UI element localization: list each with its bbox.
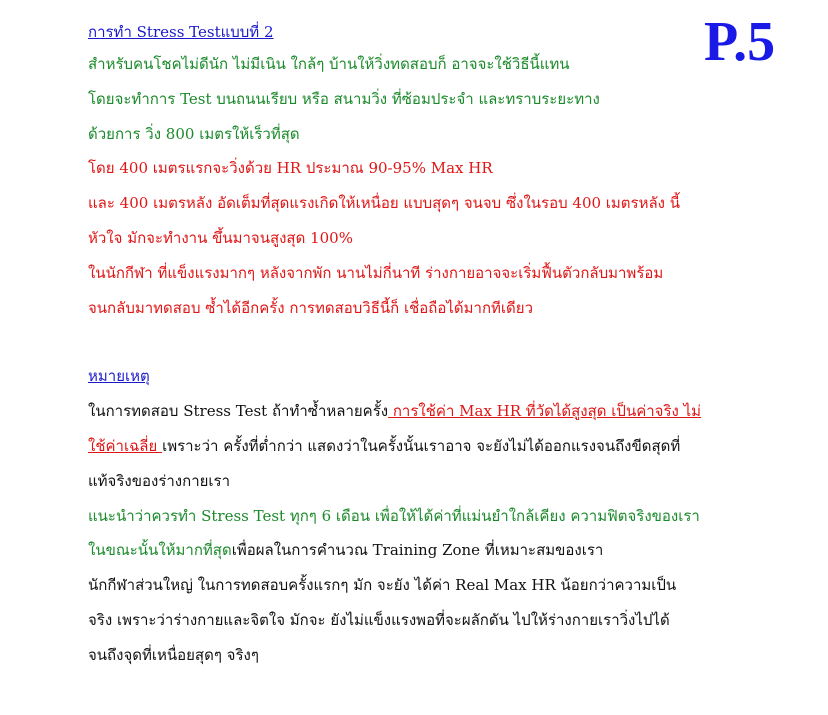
note-emphasis: การใช้ค่า Max HR ที่วัดได้สูงสุด เป็นค่าจริง ไม่ xyxy=(388,402,702,421)
note-line: แนะนำว่าควรทำ Stress Test ทุกๆ 6 เดือน เพื่อให้ได้ค่าที่แม่นยำใกล้เคียง ความฟิตจริงของเรา xyxy=(88,506,700,525)
note-line: จริง เพราะว่าร่างกายและจิตใจ มักจะ ยังไม่แข็งแรงพอที่จะผลักดัน ไปให้ร่างกายเราวิ่งไปได้ xyxy=(88,610,670,629)
section2-heading-line xyxy=(88,359,738,394)
note-text: เพราะว่า ครั้งที่ต่ำกว่า แสดงว่าในครั้งนั้นเราอาจ จะยังไม่ได้ออกแรงจนถึงขีดสุดที่ xyxy=(162,436,681,455)
note-line: แท้จริงของร่างกายเรา xyxy=(88,471,231,490)
section1-line: จนกลับมาทดสอบ ซ้ำได้อีกครั้ง การทดสอบวิธีนี้ก็ เชื่อถือได้มากทีเดียว xyxy=(88,298,534,317)
section1-line: หัวใจ มักจะทำงาน ขึ้นมาจนสูงสุด 100% xyxy=(88,228,353,247)
note-emphasis: ใช้ค่าเฉลี่ย xyxy=(88,436,163,455)
note-line: จนถึงจุดที่เหนื่อยสุดๆ จริงๆ xyxy=(88,645,259,664)
section1-line: ในนักกีฬา ที่แข็งแรงมากๆ หลังจากพัก นานไม่กี่นาที ร่างกายอาจจะเริ่มฟื้นตัวกลับมาพร้อม xyxy=(88,263,664,282)
section1-line: ด้วยการ วิ่ง 800 เมตรให้เร็วที่สุด xyxy=(88,124,300,143)
note-text: ในการทดสอบ Stress Test ถ้าทำซ้ำหลายครั้ง xyxy=(88,402,389,421)
note-line xyxy=(88,429,738,464)
section1-line: สำหรับคนโชคไม่ดีนัก ไม่มีเนิน ใกล้ๆ บ้านให้วิ่งทดสอบก็ อาจจะใช้วิธีนี้แทน xyxy=(88,55,570,73)
section1-line: และ 400 เมตรหลัง อัดเต็มที่สุดแรงเกิดให้เหนื่อย แบบสุดๆ จนจบ ซึ่งในรอบ 400 เมตรหลัง นี้ xyxy=(88,194,681,213)
section1-heading-line xyxy=(88,17,738,47)
note-text: ในขณะนั้นให้มากที่สุด xyxy=(88,541,232,560)
note-line: นักกีฬาส่วนใหญ่ ในการทดสอบครั้งแรกๆ มัก จะยัง ได้ค่า Real Max HR น้อยกว่าความเป็น xyxy=(88,576,677,595)
section1-body xyxy=(88,47,738,325)
note-line xyxy=(88,533,738,568)
document-body xyxy=(88,17,738,673)
section1-line: โดยจะทำการ Test บนถนนเรียบ หรือ สนามวิ่ง ที่ซ้อมประจำ และทราบระยะทาง xyxy=(88,89,600,108)
section1-heading[interactable]: การทำ Stress Testแบบที่ 2 xyxy=(88,23,274,41)
section2-heading[interactable]: หมายเหตุ xyxy=(88,367,150,386)
section1-line: โดย 400 เมตรแรกจะวิ่งด้วย HR ประมาณ 90-95% Max HR xyxy=(88,159,493,178)
page-number-label: P.5 xyxy=(704,11,776,73)
note-text: เพื่อผลในการคำนวณ Training Zone ที่เหมาะสมของเรา xyxy=(231,541,604,560)
note-line xyxy=(88,394,738,429)
section-spacer xyxy=(88,325,738,359)
